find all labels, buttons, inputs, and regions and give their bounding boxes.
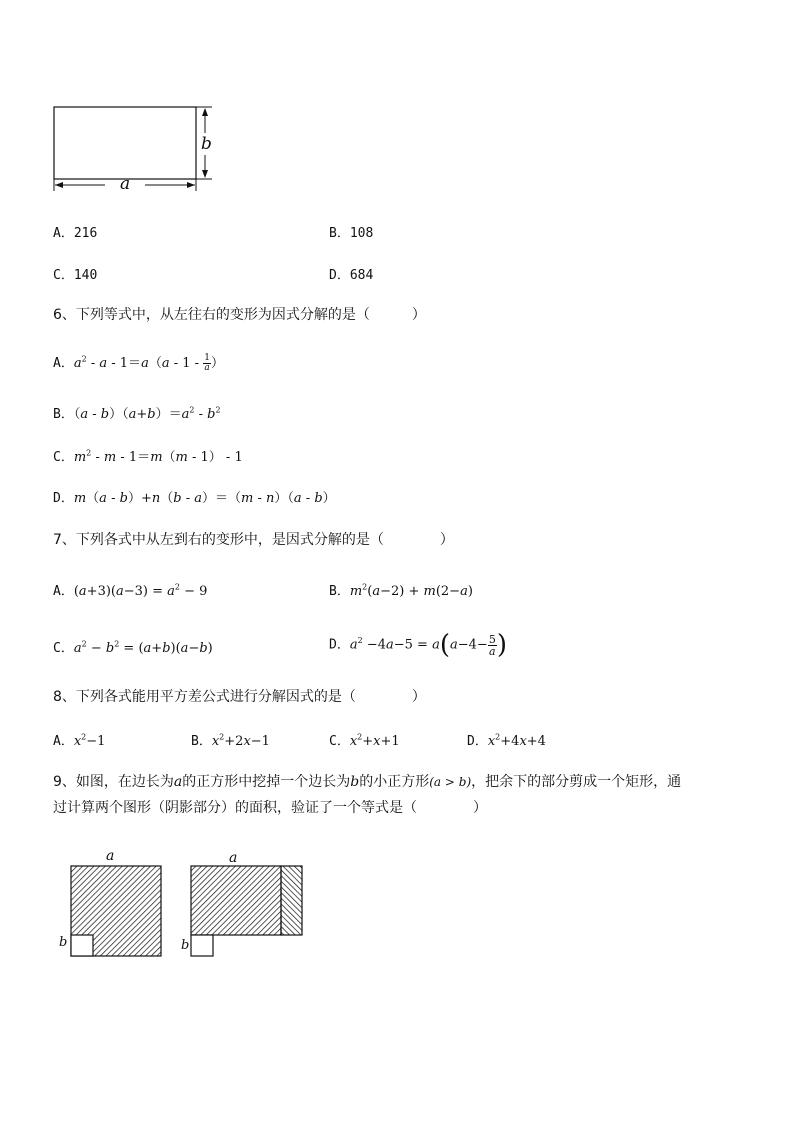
q9-stem-line2: 过计算两个图形（阴影部分）的面积，验证了一个等式是（ ） (53, 800, 487, 816)
q6-option-b[interactable]: B．$(a - b)(a+b)=a^2 - b^2$ (53, 405, 221, 422)
q8-stem: 8、下列各式能用平方差公式进行分解因式的是（ ） (53, 689, 426, 705)
q5-option-a-text: 216 (73, 226, 98, 241)
q9-text-1: 9、如图，在边长为 (53, 774, 174, 790)
q9-figure (55, 848, 315, 963)
q9-text-4: ，把余下的部分剪成一个矩形，通 (471, 774, 682, 790)
q5-option-d[interactable]: D．684 (329, 268, 374, 283)
q9-condition: (a > b) (429, 775, 472, 789)
q7-stem: 7、下列各式中从左到右的变形中，是因式分解的是（ ） (53, 532, 454, 548)
q9-fig1-label-a: a (106, 848, 115, 864)
q9-stem-line1 (53, 771, 681, 791)
q7-option-c[interactable]: C．$a^2 - b^2 = (a+b)(a-b)$ (53, 639, 213, 656)
q8-option-d[interactable]: D．$x^2+4x+4$ (467, 732, 546, 749)
q7-option-d[interactable]: D．$a^2 -4a-5 = a(a-4-$ $\frac{5}{a}$ ) (329, 630, 507, 660)
q9-var-a: a (173, 774, 183, 790)
q9-fig2-label-a: a (229, 850, 238, 866)
q8-option-c[interactable]: C．$x^2+x+1$ (329, 732, 400, 749)
q9-fig2-label-b: b (181, 938, 190, 953)
q8-option-a[interactable]: A．$x^2-1$ (53, 732, 106, 749)
q6-option-c[interactable]: C．$m^2 - m - 1=m(m - 1) - 1$ (53, 448, 243, 465)
q9-text-2: 的正方形中挖掉一个边长为 (182, 774, 351, 790)
q6-option-d[interactable]: D．m（a - b）+n（b - a）＝（m - n）（a - b） (53, 491, 336, 506)
q8-option-b[interactable]: B．$x^2+2x-1$ (191, 732, 270, 749)
dimension-label-b: b (201, 134, 212, 154)
q5-option-b-text: 108 (349, 226, 374, 241)
q9-var-b: b (350, 774, 360, 790)
q5-option-b[interactable]: B．108 (329, 226, 374, 241)
q6-option-a[interactable]: A．$a^2 - a - 1=a(a - 1$ - $\frac{1}{a}$ ） (53, 353, 224, 373)
q6-stem: 6、下列等式中，从左往右的变形为因式分解的是（ ） (53, 307, 426, 323)
q7-option-b[interactable]: B．$m^2(a-2) + m(2-a)$ (329, 582, 473, 599)
dimension-label-a: a (120, 174, 131, 194)
q5-option-d-text: 684 (349, 268, 374, 283)
q5-option-a[interactable]: A．216 (53, 226, 98, 241)
q5-option-c[interactable]: C．140 (53, 268, 98, 283)
rectangle-diagram (50, 103, 220, 195)
q5-option-c-text: 140 (73, 268, 98, 283)
q9-text-3: 的小正方形 (359, 774, 430, 790)
q7-option-a[interactable]: A．$(a+3)(a-3) = a^2 - 9$ (53, 582, 208, 599)
rectangle-figure (50, 103, 220, 195)
q9-fig1-label-b: b (59, 935, 68, 950)
